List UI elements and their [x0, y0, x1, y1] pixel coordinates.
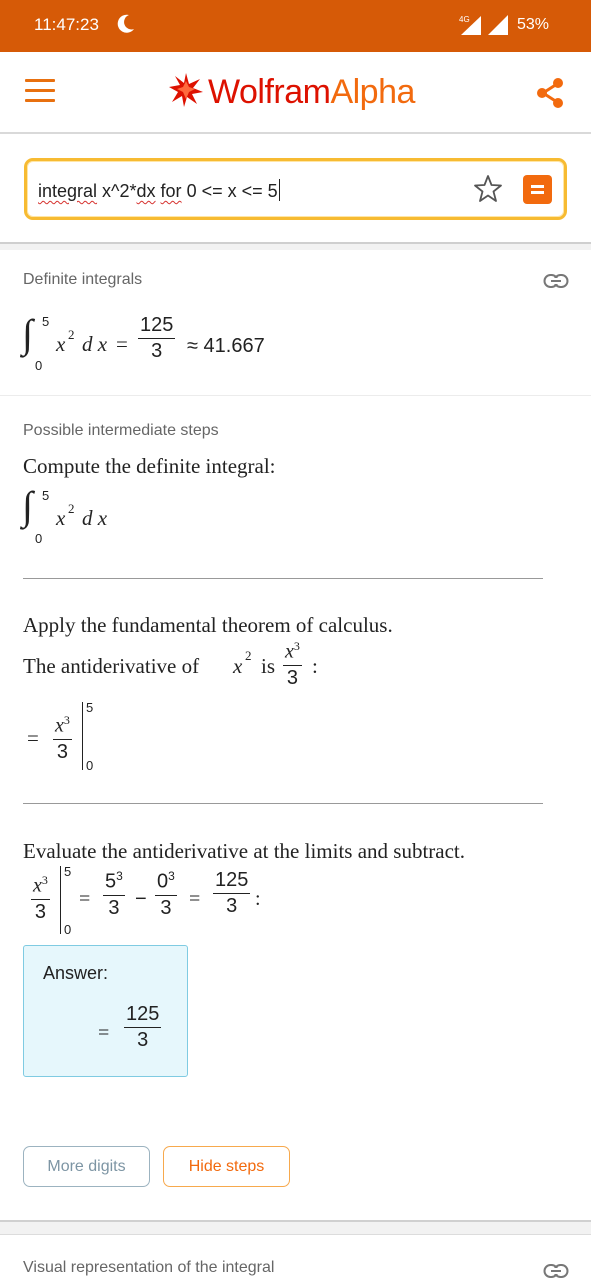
star-icon[interactable]	[473, 174, 503, 209]
svg-text:4G: 4G	[459, 15, 470, 24]
link-icon[interactable]	[543, 273, 569, 294]
result-card	[0, 250, 591, 1222]
menu-icon[interactable]	[25, 79, 55, 103]
battery-percent: 53%	[517, 16, 550, 33]
status-bar	[0, 0, 591, 52]
query-area	[0, 136, 591, 244]
equals-icon[interactable]	[523, 175, 552, 204]
link-icon[interactable]	[543, 1263, 569, 1280]
step2-evaluation: = $\frac{x^3}{3}$ 5 0	[27, 700, 94, 773]
moon-icon	[117, 14, 135, 39]
definite-integral-result: ∫ 5 0 x 2 d x = $\frac{125}{3}$ ≈ 41.667	[22, 311, 265, 373]
query-text[interactable]: integral x^2*dx for 0 <= x <= 5	[38, 179, 280, 202]
pod-title-definite-integrals: Definite integrals	[23, 271, 143, 288]
share-icon[interactable]	[536, 78, 564, 113]
answer-box	[23, 945, 188, 1077]
pod-separator	[0, 395, 591, 396]
step3-evaluation: $\frac{x^3}{3}$ 5 0 = $\frac{5^3}{3}$ − $\frac{0^3}{3}$ = $\frac{125}{3}$ :	[33, 864, 261, 937]
hide-steps-button[interactable]: Hide steps	[163, 1146, 290, 1187]
text-caret	[279, 179, 281, 201]
step-divider	[23, 803, 543, 804]
answer-label: Answer:	[43, 963, 109, 983]
section-gap	[0, 1222, 591, 1234]
wolfram-spikey-icon	[168, 72, 204, 113]
answer-value: = $\frac{125}{3}$	[98, 1003, 160, 1051]
step1-integral: ∫ 5 0 x 2 d x	[22, 483, 108, 546]
pod-title-visual: Visual representation of the integral	[23, 1259, 275, 1276]
wolfram-alpha-logo[interactable]	[168, 70, 415, 114]
more-digits-button[interactable]: More digits	[23, 1146, 150, 1187]
app-header	[0, 52, 591, 134]
logo-text: WolframAlpha	[208, 72, 415, 111]
step1-text: Compute the definite integral:	[23, 454, 276, 478]
search-input[interactable]	[24, 158, 567, 220]
status-time: 11:47:23	[34, 15, 99, 34]
integral-sign: ∫	[22, 311, 33, 356]
step-divider	[23, 578, 543, 579]
step3-text: Evaluate the antiderivative at the limits and subtract.	[23, 839, 466, 863]
signal-4g-icon	[455, 14, 483, 41]
pod-title-steps: Possible intermediate steps	[23, 422, 219, 439]
step2-text-b: The antiderivative of x 2 is $\frac{x^3}{3}$ :	[23, 639, 318, 689]
visual-representation-pod	[0, 1234, 591, 1280]
step2-text-a: Apply the fundamental theorem of calculus.	[23, 613, 393, 637]
signal-icon	[486, 14, 510, 41]
